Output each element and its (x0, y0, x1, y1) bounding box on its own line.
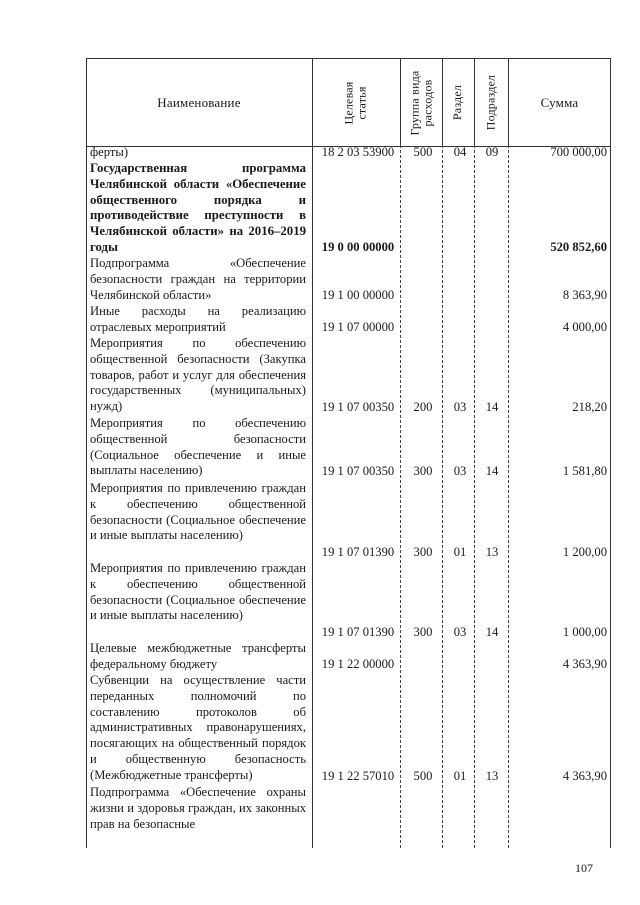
column-rule (610, 58, 611, 848)
row-name: Мероприятия по привлечению граждан к обеспечению общественной безопасности (Социальное обеспечение и иные выплаты населению) (90, 481, 306, 543)
row-name: Иные расходы на реализацию отраслевых мероприятий (90, 304, 306, 334)
header-name-label: Наименование (157, 94, 241, 110)
column-rule (400, 58, 401, 145)
row-name: Подпрограмма «Обеспечение безопасности граждан на территории Челябинской области» (90, 256, 306, 302)
row-name: Государственная программа Челябинской области «Обеспечение общественного порядка и противодействие преступности в Челябинской области» на 2016–2019 годы (90, 161, 306, 254)
header-subsection-label: Подраздел (483, 74, 498, 131)
row-section: 03 (453, 464, 467, 478)
row-target-item: 19 0 00 00000 (321, 240, 395, 254)
table-header (86, 58, 611, 147)
column-rule (508, 58, 509, 145)
row-section: 03 (453, 400, 467, 414)
row-name: Мероприятия по привлечению граждан к обеспечению общественной безопасности (Социальное обеспечение и иные выплаты населению) (90, 561, 306, 623)
page-number: 107 (575, 861, 593, 875)
row-sum: 1 000,00 (562, 625, 607, 639)
column-rule (508, 145, 509, 848)
row-section: 01 (453, 769, 467, 783)
row-name: Мероприятия по обеспечению общественной безопасности (Закупка товаров, работ и услуг для обеспечения государственных (муниципальных) нужд) (90, 336, 306, 414)
row-name: Мероприятия по обеспечению общественной безопасности (Социальное обеспечение и иные выплаты населению) (90, 416, 306, 478)
row-target-item: 18 2 03 53900 (321, 145, 395, 159)
row-name: Подпрограмма «Обеспечение охраны жизни и здоровья граждан, их законных прав на безопасные (90, 785, 306, 831)
header-section-label: Раздел (450, 84, 465, 121)
row-name: ферты) (90, 145, 129, 159)
row-target-item: 19 1 07 00350 (321, 464, 395, 478)
row-subsection: 14 (485, 464, 499, 478)
column-rule (442, 58, 443, 145)
row-sum: 520 852,60 (550, 240, 607, 254)
column-rule (474, 58, 475, 145)
row-section: 04 (453, 145, 467, 159)
header-sum (508, 59, 611, 146)
row-expense-group: 200 (413, 400, 433, 414)
header-expense-group-label: Группа вида расходов (407, 70, 435, 135)
row-expense-group: 300 (413, 464, 433, 478)
row-target-item: 19 1 07 00350 (321, 400, 395, 414)
row-name: Целевые межбюджетные трансферты федеральному бюджету (90, 641, 306, 671)
row-expense-group: 300 (413, 625, 433, 639)
row-expense-group: 500 (413, 769, 433, 783)
row-target-item: 19 1 22 57010 (321, 769, 395, 783)
row-sum: 1 581,80 (562, 464, 607, 478)
row-target-item: 19 1 22 00000 (321, 657, 395, 671)
row-sum: 1 200,00 (562, 545, 607, 559)
header-expense-group (400, 59, 442, 146)
column-rule (312, 58, 313, 848)
row-name: Субвенции на осуществление части переданных полномочий по составлению протоколов об административных правонарушениях, посягающих на общественный порядок и общественную безопасность (Межбюджетные трансферты) (90, 673, 306, 782)
header-section (442, 59, 474, 146)
header-target-item-label: Целевая статья (342, 80, 369, 125)
header-name (86, 59, 312, 146)
row-subsection: 13 (485, 769, 499, 783)
row-sum: 4 363,90 (562, 769, 607, 783)
row-sum: 4 363,90 (562, 657, 607, 671)
row-target-item: 19 1 07 01390 (321, 545, 395, 559)
row-target-item: 19 1 00 00000 (321, 288, 395, 302)
row-section: 01 (453, 545, 467, 559)
row-sum: 8 363,90 (562, 288, 607, 302)
header-sum-label: Сумма (540, 94, 579, 110)
row-target-item: 19 1 07 00000 (321, 320, 395, 334)
column-rule (86, 58, 87, 848)
row-sum: 4 000,00 (562, 320, 607, 334)
row-expense-group: 500 (413, 145, 433, 159)
row-expense-group: 300 (413, 545, 433, 559)
row-sum: 218,20 (572, 400, 607, 414)
header-subsection (474, 59, 508, 146)
row-subsection: 09 (485, 145, 499, 159)
column-rule (400, 145, 401, 848)
row-target-item: 19 1 07 01390 (321, 625, 395, 639)
row-subsection: 14 (485, 625, 499, 639)
row-section: 03 (453, 625, 467, 639)
header-target-item (312, 59, 400, 146)
column-rule (474, 145, 475, 848)
row-subsection: 13 (485, 545, 499, 559)
row-sum: 700 000,00 (550, 145, 607, 159)
column-rule (442, 145, 443, 848)
row-subsection: 14 (485, 400, 499, 414)
